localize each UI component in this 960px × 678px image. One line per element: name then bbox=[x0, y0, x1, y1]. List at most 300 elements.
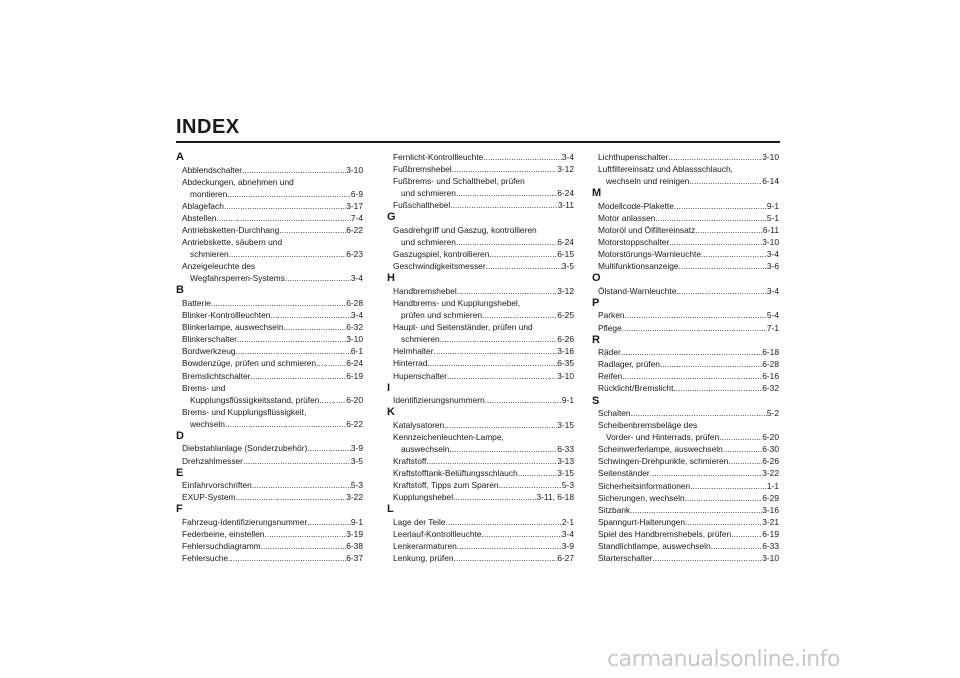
dot-leader bbox=[316, 357, 346, 369]
index-entry-label: Sitzbank bbox=[598, 504, 631, 515]
dot-leader bbox=[242, 164, 346, 176]
dot-leader bbox=[279, 224, 346, 236]
dot-leader bbox=[679, 260, 767, 272]
index-entry bbox=[176, 455, 363, 467]
dot-leader bbox=[655, 212, 767, 224]
index-entry bbox=[592, 248, 779, 260]
dot-leader bbox=[270, 309, 350, 321]
index-section-letter: B bbox=[176, 284, 184, 297]
index-entry bbox=[387, 297, 574, 321]
dot-leader bbox=[307, 516, 351, 528]
index-page-number: 6-26 bbox=[762, 456, 779, 467]
index-section-letter: A bbox=[176, 151, 184, 163]
index-entry-label: Fernlicht-Kontrollleuchte bbox=[393, 152, 484, 162]
dot-leader bbox=[456, 187, 557, 199]
index-entry bbox=[387, 224, 574, 248]
dot-leader bbox=[445, 516, 561, 528]
index-entry-label: Fehlersuchdiagramm bbox=[182, 541, 261, 552]
index-entry-label: Luftfiltereinsatz und Ablassschlauch, bbox=[598, 164, 734, 175]
index-section-letter: D bbox=[176, 429, 184, 442]
index-entry-label: Rücklicht/Bremslicht bbox=[598, 383, 674, 394]
index-entry-label: prüfen und schmieren bbox=[401, 310, 483, 321]
index-entry-label: Abdeckungen, abnehmen und bbox=[182, 176, 294, 187]
index-page-number: 6-26 bbox=[557, 334, 574, 345]
dot-leader bbox=[227, 188, 351, 200]
index-page-number: 6-24 bbox=[557, 188, 574, 199]
index-entry bbox=[387, 260, 574, 272]
index-entry-label: auswechseln bbox=[401, 443, 450, 454]
index-page-number: 3-10 bbox=[557, 370, 574, 381]
index-page-number: 6-32 bbox=[762, 383, 779, 394]
index-entry-label: Bremslichtschalter bbox=[182, 370, 251, 381]
index-entry bbox=[176, 321, 363, 333]
dot-leader bbox=[285, 272, 351, 284]
index-entry bbox=[387, 248, 574, 260]
index-entry-label: Pflege bbox=[598, 322, 622, 333]
index-page-number: 6-37 bbox=[346, 553, 363, 564]
index-entry bbox=[387, 528, 574, 540]
index-entry bbox=[592, 236, 779, 248]
index-entry-label: Räder bbox=[598, 347, 621, 358]
index-page-number: 6-27 bbox=[557, 553, 574, 564]
index-entry bbox=[592, 322, 779, 334]
index-entry-label: Lage der Teile bbox=[393, 516, 446, 527]
index-page-number: 6-22 bbox=[346, 224, 363, 235]
index-page-number: 3-4 bbox=[766, 285, 779, 296]
index-entry-label: Brems- und Kupplungsflüssigkeit, bbox=[182, 406, 307, 417]
index-entry-label: Batterie bbox=[182, 297, 211, 308]
dot-leader bbox=[229, 248, 347, 260]
index-entry-label: Spanngurt-Halterungen bbox=[598, 516, 686, 527]
dot-leader bbox=[485, 394, 562, 406]
dot-leader bbox=[434, 345, 558, 357]
index-page-number: 3-17 bbox=[346, 200, 363, 211]
index-entry bbox=[592, 358, 779, 370]
index-entry bbox=[176, 309, 363, 321]
watermark: carmanualsonline.info bbox=[607, 647, 840, 672]
index-page-number: 3-11, 6-18 bbox=[536, 492, 574, 503]
index-entry bbox=[387, 163, 574, 175]
dot-leader bbox=[669, 236, 762, 248]
index-page-number: 6-28 bbox=[346, 297, 363, 308]
index-entry bbox=[592, 224, 779, 236]
index-entry-label: Vorder- und Hinterrads, prüfen bbox=[606, 432, 720, 443]
dot-leader bbox=[228, 552, 346, 564]
index-entry-label: Hupenschalter bbox=[393, 370, 448, 381]
index-entry-label: Lenkung, prüfen bbox=[393, 553, 454, 564]
index-page-number: 6-35 bbox=[557, 358, 574, 369]
dot-leader bbox=[261, 540, 347, 552]
dot-leader bbox=[457, 285, 557, 297]
index-entry bbox=[176, 442, 363, 454]
dot-leader bbox=[444, 419, 557, 431]
dot-leader bbox=[237, 333, 346, 345]
index-page-number: 6-20 bbox=[346, 394, 363, 405]
dot-leader bbox=[723, 443, 762, 455]
dot-leader bbox=[225, 418, 346, 430]
index-column-3 bbox=[592, 151, 779, 564]
index-page-number: 3-5 bbox=[561, 261, 574, 272]
index-entry-label: Brems- und bbox=[182, 382, 226, 393]
index-entry bbox=[176, 540, 363, 552]
index-page-number: 3-11 bbox=[557, 200, 574, 211]
index-entry-label: Schwingen-Drehpunkte, schmieren bbox=[598, 456, 729, 467]
index-entry-label: schmieren bbox=[401, 334, 440, 345]
index-page-number: 6-16 bbox=[762, 371, 779, 382]
dot-leader bbox=[685, 492, 763, 504]
dot-leader bbox=[450, 199, 558, 211]
index-entry bbox=[592, 455, 779, 467]
index-entry-label: Radlager, prüfen bbox=[598, 359, 660, 370]
index-entry-label: Multifunktionsanzeige bbox=[598, 261, 679, 272]
index-entry bbox=[387, 479, 574, 491]
index-page-number: 3-4 bbox=[766, 249, 779, 260]
index-entry-label: Diebstahlanlage (Sonderzubehör) bbox=[182, 443, 308, 454]
index-entry bbox=[176, 382, 363, 406]
index-entry bbox=[592, 528, 779, 540]
index-entry bbox=[387, 285, 574, 297]
dot-leader bbox=[499, 479, 562, 491]
dot-leader bbox=[283, 321, 346, 333]
index-entry-label: Blinkerschalter bbox=[182, 334, 237, 345]
index-column-1 bbox=[176, 151, 363, 564]
index-entry bbox=[592, 212, 779, 224]
dot-leader bbox=[660, 358, 762, 370]
index-page-number: 9-1 bbox=[561, 395, 574, 406]
index-entry-label: Leerlauf-Kontrollleuchte bbox=[393, 528, 482, 539]
index-entry-label: Scheibenbremsbeläge des bbox=[598, 420, 698, 431]
index-entry bbox=[592, 443, 779, 455]
index-entry bbox=[387, 552, 574, 564]
index-page-number: 6-9 bbox=[350, 188, 363, 199]
index-entry bbox=[387, 467, 574, 479]
index-entry-label: Identifizierungsnummern bbox=[393, 395, 485, 406]
dot-leader bbox=[622, 370, 762, 382]
dot-leader bbox=[252, 479, 351, 491]
index-entry bbox=[592, 260, 779, 272]
dot-leader bbox=[489, 248, 557, 260]
index-entry-label: Parken bbox=[598, 310, 625, 321]
dot-leader bbox=[728, 455, 762, 467]
index-entry-label: und schmieren bbox=[401, 237, 456, 248]
index-page-number: 3-9 bbox=[350, 443, 363, 454]
index-entry-label: Federbeine, einstellen bbox=[182, 528, 265, 539]
index-entry bbox=[592, 346, 779, 358]
index-page-number: 6-33 bbox=[557, 443, 574, 454]
index-section-letter: K bbox=[387, 406, 395, 419]
dot-leader bbox=[211, 297, 346, 309]
dot-leader bbox=[426, 455, 557, 467]
dot-leader bbox=[481, 528, 561, 540]
index-page-number: 6-38 bbox=[346, 541, 363, 552]
dot-leader bbox=[427, 357, 557, 369]
index-entry-label: Abstellen bbox=[182, 212, 217, 223]
index-page-number: 7-1 bbox=[766, 322, 779, 333]
index-page-number: 3-15 bbox=[557, 419, 574, 430]
index-entry-label: Fußschalthebel bbox=[393, 200, 451, 211]
index-page-number: 3-4 bbox=[350, 273, 363, 284]
index-page-number: 5-2 bbox=[766, 408, 779, 418]
index-page-number: 5-3 bbox=[561, 480, 574, 491]
index-page-number: 3-6 bbox=[766, 261, 779, 272]
index-entry-label: Kraftstofftank-Belüftungsschlauch bbox=[393, 468, 518, 479]
index-entry-label: Haupt- und Seitenständer, prüfen und bbox=[393, 322, 533, 333]
index-page-number: 6-22 bbox=[346, 418, 363, 429]
dot-leader bbox=[652, 552, 762, 564]
index-entry bbox=[387, 321, 574, 345]
index-entry-label: Spiel des Handbremshebels, prüfen bbox=[598, 528, 732, 539]
index-column-2 bbox=[387, 151, 574, 564]
index-page-number: 6-19 bbox=[762, 528, 779, 539]
index-entry-label: Gasdrehgriff und Gaszug, kontrollieren bbox=[393, 224, 537, 235]
index-entry-label: Ablagefach bbox=[182, 200, 224, 211]
index-entry bbox=[592, 516, 779, 528]
index-entry-label: Lenkerarmaturen bbox=[393, 541, 457, 552]
dot-leader bbox=[676, 285, 767, 297]
index-page-number: 7-4 bbox=[350, 212, 363, 223]
index-page-number: 6-24 bbox=[346, 358, 363, 369]
index-entry-label: Reifen bbox=[598, 371, 623, 382]
index-page-number: 1-1 bbox=[766, 480, 779, 491]
index-page-number: 6-19 bbox=[346, 370, 363, 381]
index-entry bbox=[592, 407, 779, 419]
dot-leader bbox=[457, 540, 562, 552]
dot-leader bbox=[625, 309, 767, 321]
index-entry-label: Motorstoppschalter bbox=[598, 237, 670, 248]
dot-leader bbox=[650, 467, 763, 479]
index-entry bbox=[176, 164, 363, 176]
index-section-letter: O bbox=[592, 272, 601, 285]
index-entry bbox=[387, 419, 574, 431]
index-entry-label: montieren bbox=[190, 188, 228, 199]
index-page-number: 6-30 bbox=[762, 444, 779, 455]
dot-leader bbox=[482, 309, 557, 321]
index-entry bbox=[176, 528, 363, 540]
index-page-number: 6-29 bbox=[762, 492, 779, 503]
dot-leader bbox=[453, 491, 536, 503]
index-page-number: 3-4 bbox=[561, 152, 574, 162]
index-entry-label: Starterschalter bbox=[598, 553, 653, 564]
index-entry bbox=[592, 285, 779, 297]
dot-leader bbox=[695, 224, 763, 236]
index-page-number: 5-3 bbox=[350, 480, 363, 491]
index-entry bbox=[387, 491, 574, 503]
dot-leader bbox=[631, 407, 767, 419]
dot-leader bbox=[224, 200, 346, 212]
index-page-number: 5-1 bbox=[766, 212, 779, 223]
index-entry-label: Wegfahrsperren-Systems bbox=[190, 273, 285, 284]
index-entry-label: Bowdenzüge, prüfen und schmieren bbox=[182, 358, 317, 369]
index-page-number: 3-16 bbox=[557, 346, 574, 357]
dot-leader bbox=[674, 200, 767, 212]
index-page-number: 3-10 bbox=[762, 553, 779, 564]
dot-leader bbox=[216, 212, 350, 224]
index-section-letter: I bbox=[387, 381, 391, 394]
index-entry-label: Handbremshebel bbox=[393, 285, 457, 296]
index-entry bbox=[176, 479, 363, 491]
index-entry bbox=[176, 224, 363, 236]
index-page-number: 3-21 bbox=[762, 516, 779, 527]
dot-leader bbox=[483, 151, 562, 163]
dot-leader bbox=[518, 467, 558, 479]
index-entry-label: Abblendschalter bbox=[182, 164, 243, 175]
index-entry bbox=[387, 199, 574, 211]
index-section-letter: L bbox=[387, 503, 394, 516]
dot-leader bbox=[454, 552, 558, 564]
index-entry bbox=[592, 540, 779, 552]
index-entry-label: Fußbrems- und Schalthebel, prüfen bbox=[393, 176, 525, 187]
dot-leader bbox=[236, 345, 351, 357]
index-entry bbox=[387, 394, 574, 406]
index-entry bbox=[176, 176, 363, 200]
dot-leader bbox=[690, 480, 767, 492]
index-entry bbox=[387, 431, 574, 455]
index-page-number: 3-13 bbox=[557, 455, 574, 466]
index-page-number: 6-33 bbox=[762, 541, 779, 552]
index-entry-label: Kraftstoff bbox=[393, 455, 427, 466]
index-entry-label: Blinker-Kontrollleuchten bbox=[182, 310, 271, 321]
index-entry bbox=[176, 333, 363, 345]
dot-leader bbox=[319, 394, 346, 406]
index-entry bbox=[387, 345, 574, 357]
index-entry bbox=[592, 467, 779, 479]
index-section-letter: E bbox=[176, 466, 184, 479]
index-entry bbox=[387, 175, 574, 199]
index-entry bbox=[387, 357, 574, 369]
index-entry-label: Drehzahlmesser bbox=[182, 455, 243, 466]
index-page-number: 3-12 bbox=[557, 164, 574, 175]
index-page-number: 3-10 bbox=[346, 164, 363, 175]
index-entry-label: Ölstand-Warnleuchte bbox=[598, 285, 677, 296]
index-section-letter: S bbox=[592, 394, 600, 407]
dot-leader bbox=[447, 370, 557, 382]
dot-leader bbox=[685, 516, 762, 528]
index-page-number: 3-22 bbox=[346, 492, 363, 503]
index-entry-label: Einfahrvorschriften bbox=[182, 480, 252, 491]
index-entry-label: Blinkerlampe, auswechseln bbox=[182, 322, 284, 333]
index-entry-label: Motor anlassen bbox=[598, 212, 656, 223]
dot-leader bbox=[236, 491, 347, 503]
index-entry-label: Fehlersuche bbox=[182, 553, 229, 564]
index-entry-label: Standlichtlampe, auswechseln bbox=[598, 541, 711, 552]
index-page-number: 6-11 bbox=[762, 224, 779, 235]
index-page-number: 2-1 bbox=[561, 516, 574, 527]
index-page-number: 6-1 bbox=[350, 346, 363, 357]
dot-leader bbox=[456, 236, 557, 248]
index-page-number: 6-23 bbox=[346, 249, 363, 260]
index-page-number: 3-4 bbox=[561, 528, 574, 539]
index-entry bbox=[387, 370, 574, 382]
index-entry-label: EXUP-System bbox=[182, 492, 236, 503]
index-entry bbox=[176, 236, 363, 260]
index-page-number: 3-22 bbox=[762, 468, 779, 479]
index-page-number: 3-12 bbox=[557, 285, 574, 296]
dot-leader bbox=[449, 443, 557, 455]
index-entry-label: Schalten bbox=[598, 408, 631, 418]
index-section-letter: G bbox=[387, 211, 396, 224]
dot-leader bbox=[621, 346, 762, 358]
index-entry-label: Hinterrad bbox=[393, 358, 428, 369]
index-entry bbox=[176, 552, 363, 564]
index-entry bbox=[592, 382, 779, 394]
index-entry-label: Lichthupenschalter bbox=[598, 152, 669, 162]
dot-leader bbox=[440, 333, 558, 345]
index-entry-label: Kennzeichenleuchten-Lampe, bbox=[393, 431, 504, 442]
dot-leader bbox=[673, 382, 762, 394]
index-page-number: 6-14 bbox=[762, 176, 779, 187]
index-entry bbox=[387, 455, 574, 467]
index-entry-label: Gaszugspiel, kontrollieren bbox=[393, 249, 490, 260]
dot-leader bbox=[243, 455, 351, 467]
index-entry-label: Fußbremshebel bbox=[393, 164, 452, 175]
index-entry-label: Kupplungshebel bbox=[393, 492, 454, 503]
index-entry bbox=[592, 419, 779, 443]
index-entry-label: Kraftstoff, Tipps zum Sparen bbox=[393, 480, 499, 491]
index-entry-label: wechseln und reinigen bbox=[606, 176, 690, 187]
index-page-number: 9-1 bbox=[350, 516, 363, 527]
index-page-number: 3-9 bbox=[561, 541, 574, 552]
index-page-number: 6-20 bbox=[762, 432, 779, 443]
dot-leader bbox=[689, 175, 762, 187]
index-page-number: 6-32 bbox=[346, 322, 363, 333]
dot-leader bbox=[307, 442, 351, 454]
index-page-number: 3-15 bbox=[557, 468, 574, 479]
index-page-number: 3-19 bbox=[346, 528, 363, 539]
index-entry-label: und schmieren bbox=[401, 188, 456, 199]
index-page-number: 3-10 bbox=[762, 237, 779, 248]
index-entry bbox=[176, 491, 363, 503]
index-entry bbox=[592, 552, 779, 564]
index-entry bbox=[592, 370, 779, 382]
index-page-number: 3-10 bbox=[346, 334, 363, 345]
index-page-number: 6-24 bbox=[557, 237, 574, 248]
index-entry-label: Motorstörungs-Warnleuchte bbox=[598, 249, 702, 260]
index-entry-label: wechseln bbox=[190, 418, 225, 429]
index-section-letter: F bbox=[176, 503, 183, 516]
index-entry bbox=[176, 345, 363, 357]
index-entry bbox=[592, 480, 779, 492]
index-entry-label: Modellcode-Plakette bbox=[598, 200, 674, 211]
index-entry bbox=[176, 297, 363, 309]
index-page-number: 6-18 bbox=[762, 347, 779, 358]
dot-leader bbox=[711, 540, 763, 552]
index-entry bbox=[176, 357, 363, 369]
index-page-number: 9-1 bbox=[766, 200, 779, 211]
index-page-number: 3-10 bbox=[762, 152, 779, 162]
index-entry-label: Antriebskette, säubern und bbox=[182, 237, 283, 248]
index-page-number: 6-25 bbox=[557, 310, 574, 321]
index-entry bbox=[592, 309, 779, 321]
dot-leader bbox=[731, 528, 762, 540]
index-page-number: 3-16 bbox=[762, 504, 779, 515]
index-section-letter: P bbox=[592, 296, 600, 309]
index-entry bbox=[592, 151, 779, 163]
index-entry-label: Kupplungsflüssigkeitsstand, prüfen bbox=[190, 394, 320, 405]
dot-leader bbox=[630, 504, 762, 516]
index-entry bbox=[592, 492, 779, 504]
index-page-number: 3-5 bbox=[350, 455, 363, 466]
index-entry-label: Bordwerkzeug bbox=[182, 346, 236, 357]
index-entry bbox=[176, 516, 363, 528]
index-page-number: 6-28 bbox=[762, 359, 779, 370]
index-entry-label: Handbrems- und Kupplungshebel, bbox=[393, 297, 521, 308]
index-entry bbox=[592, 200, 779, 212]
title-rule bbox=[176, 141, 780, 143]
index-entry-label: Fahrzeug-Identifizierungsnummer bbox=[182, 516, 308, 527]
index-entry bbox=[387, 151, 574, 163]
index-page-number: 6-15 bbox=[557, 249, 574, 260]
dot-leader bbox=[486, 260, 562, 272]
